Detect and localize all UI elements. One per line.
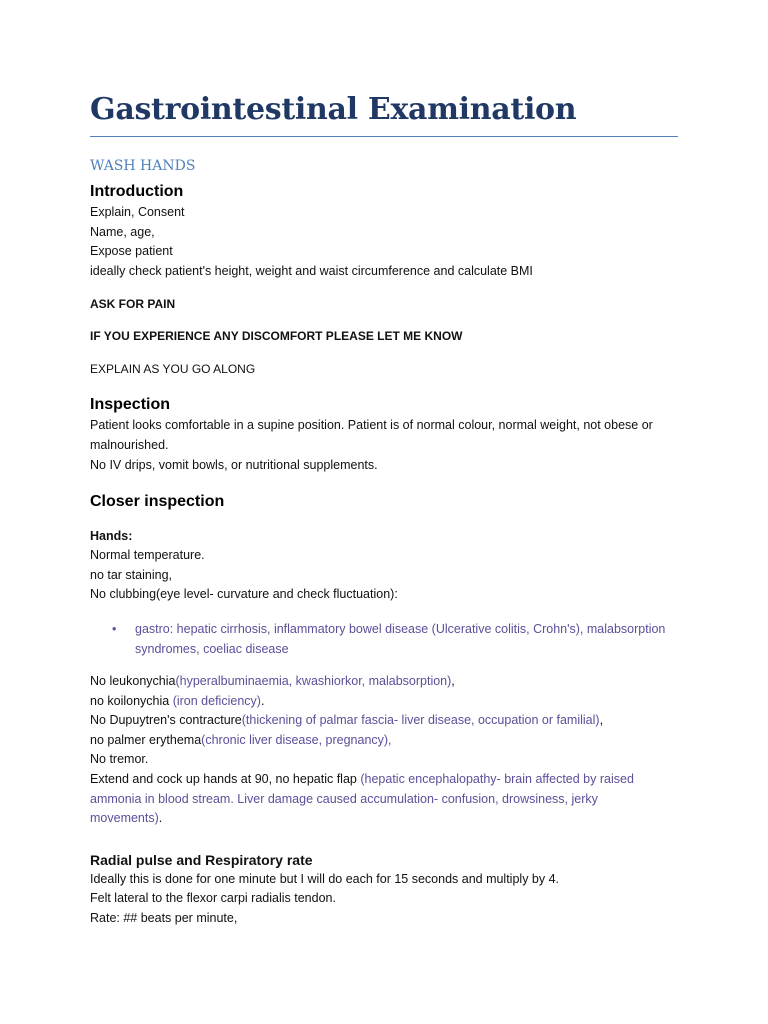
intro-line: Expose patient bbox=[90, 244, 173, 259]
inspection-line: Patient looks comfortable in a supine position. Patient is of normal colour, normal weight, not obese or bbox=[90, 418, 653, 433]
introduction-heading: Introduction bbox=[90, 183, 184, 200]
document-body bbox=[90, 92, 680, 928]
leukonychia-line: No leukonychia(hyperalbuminaemia, kwashiorkor, malabsorption), bbox=[90, 673, 455, 688]
page-title: Gastrointestinal Examination bbox=[90, 92, 577, 127]
intro-line: Explain, Consent bbox=[90, 205, 185, 219]
hands-line: no tar staining, bbox=[90, 567, 172, 582]
bullet-item: • gastro: hepatic cirrhosis, inflammatory bowel disease (Ulcerative colitis, Crohn's), malabsorption bbox=[90, 619, 680, 639]
hepatic-flap-note-end: movements). bbox=[90, 811, 163, 826]
intro-line: ideally check patient's height, weight and waist circumference and calculate BMI bbox=[90, 263, 533, 278]
inspection-line: malnourished. bbox=[90, 437, 169, 452]
bullet-item-continued: syndromes, coeliac disease bbox=[135, 641, 289, 656]
radial-line: Felt lateral to the flexor carpi radialis tendon. bbox=[90, 891, 336, 906]
radial-pulse-heading: Radial pulse and Respiratory rate bbox=[90, 851, 313, 868]
dupuytren-line: No Dupuytren's contracture(thickening of palmar fascia- liver disease, occupation or familial), bbox=[90, 713, 604, 728]
hepatic-flap-note: ammonia in blood stream. Liver damage caused accumulation- confusion, drowsiness, jerky bbox=[90, 791, 598, 806]
hepatic-flap-line: Extend and cock up hands at 90, no hepatic flap (hepatic encephalopathy- brain affected by raised bbox=[90, 771, 634, 786]
hands-line: No clubbing(eye level- curvature and check fluctuation): bbox=[90, 587, 398, 602]
ask-for-pain: ASK FOR PAIN bbox=[90, 297, 176, 312]
bullet-dot-icon: • bbox=[112, 621, 117, 636]
palmar-erythema-line: no palmer erythema(chronic liver disease, pregnancy), bbox=[90, 732, 392, 747]
tremor-line: No tremor. bbox=[90, 752, 149, 767]
title-underline bbox=[90, 136, 678, 137]
radial-line: Rate: ## beats per minute, bbox=[90, 910, 238, 925]
hands-line: Normal temperature. bbox=[90, 548, 205, 563]
koilonychia-line: no koilonychia (iron deficiency). bbox=[90, 693, 265, 708]
explain-note: EXPLAIN AS YOU GO ALONG bbox=[90, 362, 256, 377]
inspection-heading: Inspection bbox=[90, 396, 171, 414]
radial-line: Ideally this is done for one minute but I will do each for 15 seconds and multiply by 4. bbox=[90, 871, 560, 886]
discomfort-notice: IF YOU EXPERIENCE ANY DISCOMFORT PLEASE LET ME KNOW bbox=[90, 329, 463, 344]
clubbing-bullet bbox=[90, 619, 680, 659]
hands-label: Hands: bbox=[90, 529, 133, 544]
wash-hands-heading: WASH HANDS bbox=[90, 158, 196, 174]
inspection-line: No IV drips, vomit bowls, or nutritional supplements. bbox=[90, 457, 378, 472]
intro-line: Name, age, bbox=[90, 224, 155, 239]
closer-inspection-heading: Closer inspection bbox=[90, 493, 225, 511]
